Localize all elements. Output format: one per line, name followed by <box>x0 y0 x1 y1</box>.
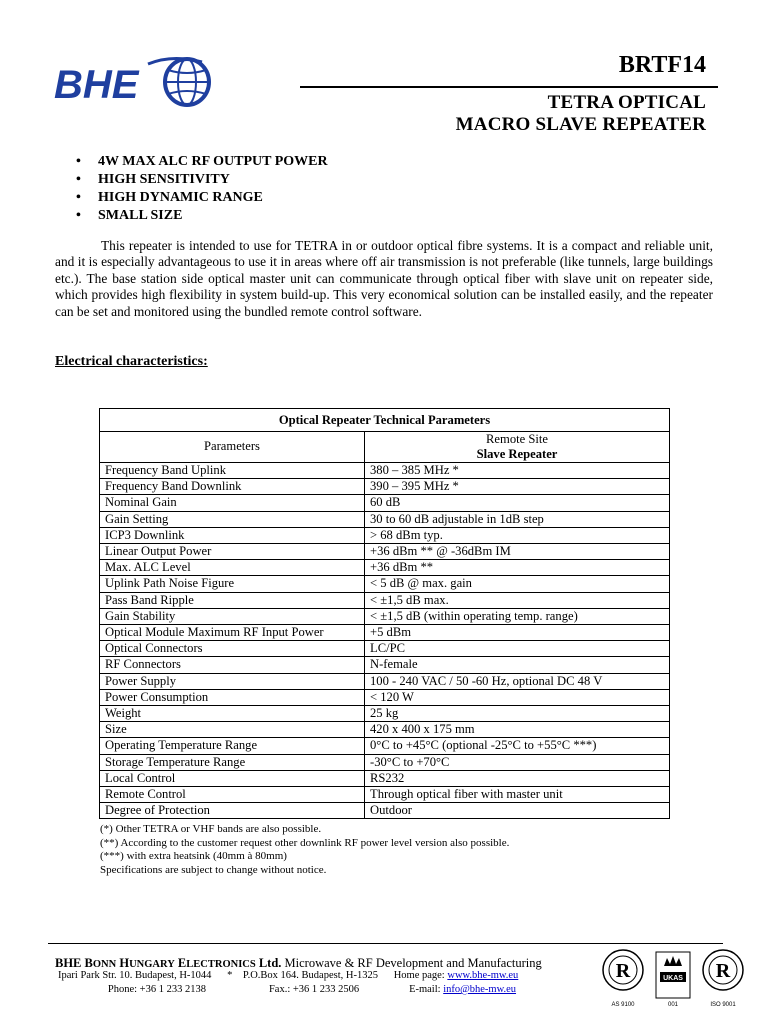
parameter-name: Weight <box>100 706 365 722</box>
table-row <box>100 463 670 479</box>
svg-text:R: R <box>615 960 631 982</box>
table-caption-row <box>100 409 670 432</box>
parameter-value: +36 dBm ** <box>365 560 670 576</box>
table-row <box>100 803 670 819</box>
parameter-name: RF Connectors <box>100 657 365 673</box>
table-body <box>100 463 670 819</box>
bullet-icon: • <box>76 154 81 169</box>
parameter-value: < ±1,5 dB (within operating temp. range) <box>365 608 670 624</box>
footnote: Specifications are subject to change without notice. <box>100 863 327 876</box>
footer-address-line: Ipari Park Str. 10. Budapest, H-1044 * P.O.Box 164. Budapest, H-1325 Home page: www.bhe-mw.eu <box>58 970 519 981</box>
parameter-name: Max. ALC Level <box>100 560 365 576</box>
parameter-value: N-female <box>365 657 670 673</box>
table-row <box>100 608 670 624</box>
footer-company-line <box>55 956 542 971</box>
parameter-name: Nominal Gain <box>100 495 365 511</box>
spec-table <box>99 408 670 819</box>
cert-label: AS 9100 <box>611 1002 635 1008</box>
company-tagline: Microwave & RF Development and Manufacturing <box>284 956 542 970</box>
parameter-value: > 68 dBm typ. <box>365 527 670 543</box>
bullet-icon: • <box>76 208 81 223</box>
parameter-name: Frequency Band Downlink <box>100 479 365 495</box>
parameter-name: Gain Stability <box>100 608 365 624</box>
feature-item: • HIGH DYNAMIC RANGE <box>76 190 263 205</box>
parameter-value: 100 - 240 VAC / 50 -60 Hz, optional DC 48 V <box>365 673 670 689</box>
parameter-value: < 5 dB @ max. gain <box>365 576 670 592</box>
table-row <box>100 673 670 689</box>
quality-register-seal-icon <box>600 946 646 1002</box>
parameter-value: Through optical fiber with master unit <box>365 787 670 803</box>
column-header-parameters: Parameters <box>100 432 365 463</box>
header-divider <box>300 86 718 88</box>
parameter-name: Pass Band Ripple <box>100 592 365 608</box>
parameter-name: Local Control <box>100 770 365 786</box>
bullet-icon: • <box>76 190 81 205</box>
parameter-value: 30 to 60 dB adjustable in 1dB step <box>365 511 670 527</box>
footer-contact-line: Phone: +36 1 233 2138 Fax.: +36 1 233 2506 E-mail: info@bhe-mw.eu <box>107 984 517 995</box>
table-row <box>100 592 670 608</box>
parameter-name: Frequency Band Uplink <box>100 463 365 479</box>
parameter-value: 0°C to +45°C (optional -25°C to +55°C ***) <box>365 738 670 754</box>
product-title-line2: MACRO SLAVE REPEATER <box>455 114 706 135</box>
table-row <box>100 576 670 592</box>
table-row <box>100 625 670 641</box>
parameter-value: LC/PC <box>365 641 670 657</box>
parameter-value: 420 x 400 x 175 mm <box>365 722 670 738</box>
feature-item: • SMALL SIZE <box>76 208 183 223</box>
homepage-link[interactable]: www.bhe-mw.eu <box>447 970 519 981</box>
parameter-name: Gain Setting <box>100 511 365 527</box>
globe-icon <box>148 58 209 105</box>
parameter-name: Optical Connectors <box>100 641 365 657</box>
cert-label: 001 <box>667 1002 678 1008</box>
footnote: (***) with extra heatsink (40mm à 80mm) <box>100 850 287 863</box>
table-row <box>100 495 670 511</box>
table-row <box>100 787 670 803</box>
parameter-value: -30°C to +70°C <box>365 754 670 770</box>
footnotes <box>100 823 509 877</box>
parameter-value: Outdoor <box>365 803 670 819</box>
parameter-value: +36 dBm ** @ -36dBm IM <box>365 544 670 560</box>
table-row <box>100 722 670 738</box>
svg-text:UKAS: UKAS <box>663 975 683 982</box>
table-row <box>100 738 670 754</box>
table-row <box>100 641 670 657</box>
table-row <box>100 479 670 495</box>
ukas-crown-icon <box>650 946 696 1002</box>
feature-item: • HIGH SENSITIVITY <box>76 172 230 187</box>
model-number: BRTF14 <box>618 52 706 78</box>
table-row <box>100 770 670 786</box>
quality-register-seal-icon <box>700 946 746 1002</box>
table-row <box>100 706 670 722</box>
table-row <box>100 560 670 576</box>
parameter-value: RS232 <box>365 770 670 786</box>
product-description: This repeater is intended to use for TETRA in or outdoor optical fibre systems. It is a compact and reliable unit, and it is especially advantageous to use it in areas where off air transmission is not preferable (like tunnels, large buildings etc.). The base station side optical master unit can communicate through optical fiber with slave unit on repeater side, which provides high flexibility in system build-up. This very economical solution can be installed easily, and the repeater can be set and monitored using the bundled remote control software. <box>55 238 713 319</box>
parameter-name: Optical Module Maximum RF Input Power <box>100 625 365 641</box>
footnote: (**) According to the customer request other downlink RF power level version also possible. <box>100 836 510 849</box>
parameter-value: < ±1,5 dB max. <box>365 592 670 608</box>
svg-text:R: R <box>715 960 731 982</box>
parameter-value: +5 dBm <box>365 625 670 641</box>
cert-label: ISO 9001 <box>710 1002 736 1008</box>
parameter-name: Operating Temperature Range <box>100 738 365 754</box>
table-row <box>100 754 670 770</box>
footnote: (*) Other TETRA or VHF bands are also possible. <box>100 823 322 835</box>
table-row <box>100 657 670 673</box>
parameter-name: Storage Temperature Range <box>100 754 365 770</box>
table-caption: Optical Repeater Technical Parameters <box>100 409 670 432</box>
parameter-value: < 120 W <box>365 689 670 705</box>
table-row <box>100 544 670 560</box>
parameter-name: Uplink Path Noise Figure <box>100 576 365 592</box>
parameter-name: Linear Output Power <box>100 544 365 560</box>
table-row <box>100 689 670 705</box>
parameter-value: 390 – 395 MHz * <box>365 479 670 495</box>
email-link[interactable]: info@bhe-mw.eu <box>443 984 517 995</box>
bullet-icon: • <box>76 172 81 187</box>
feature-list <box>76 153 328 225</box>
footer-divider <box>48 943 723 944</box>
table-header-row <box>100 432 670 463</box>
company-name: BHE BONN HUNGARY ELECTRONICS Ltd. <box>55 956 282 970</box>
parameter-name: ICP3 Downlink <box>100 527 365 543</box>
parameter-value: 380 – 385 MHz * <box>365 463 670 479</box>
parameter-value: 60 dB <box>365 495 670 511</box>
parameter-name: Degree of Protection <box>100 803 365 819</box>
parameter-name: Power Supply <box>100 673 365 689</box>
product-title-line1: TETRA OPTICAL <box>547 92 706 113</box>
parameter-name: Remote Control <box>100 787 365 803</box>
logo-text: BHE <box>54 63 139 107</box>
column-header-remote-site: Remote Site Slave Repeater <box>365 432 670 463</box>
bhe-logo <box>52 52 212 116</box>
parameter-name: Size <box>100 722 365 738</box>
table-row <box>100 527 670 543</box>
parameter-value: 25 kg <box>365 706 670 722</box>
table-row <box>100 511 670 527</box>
section-heading-electrical: Electrical characteristics: <box>55 354 208 369</box>
feature-item: • 4W MAX ALC RF OUTPUT POWER <box>76 154 328 169</box>
parameter-name: Power Consumption <box>100 689 365 705</box>
